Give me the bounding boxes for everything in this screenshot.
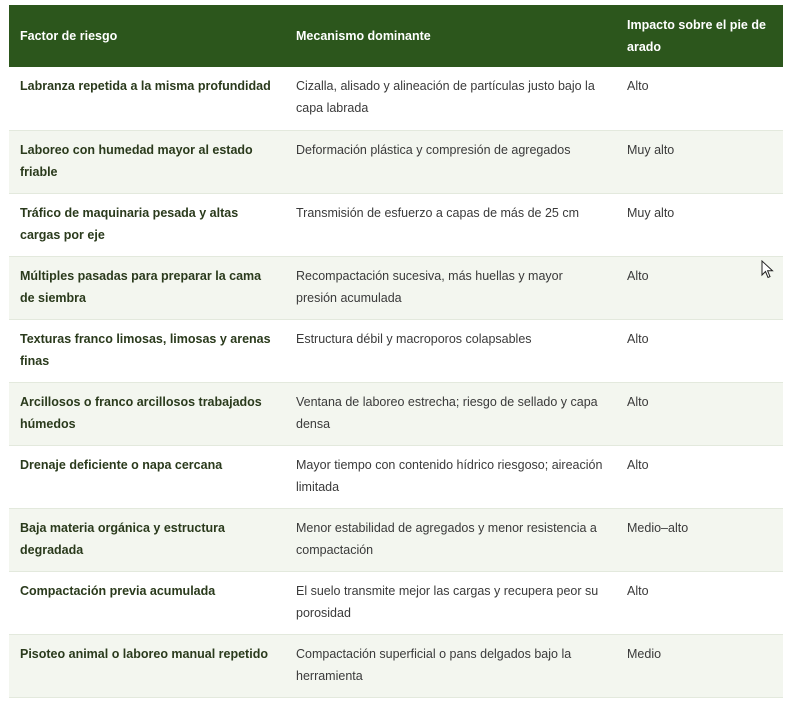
factor-cell: Laboreo con humedad mayor al estado friable (20, 142, 253, 179)
table-body (9, 67, 783, 697)
table-row (9, 67, 783, 130)
impact-cell: Alto (627, 457, 649, 472)
factor-cell: Baja materia orgánica y estructura degradada (20, 520, 225, 557)
column-header-mechanism: Mecanismo dominante (296, 29, 431, 43)
factor-cell: Labranza repetida a la misma profundidad (20, 79, 271, 93)
factor-cell: Tráfico de maquinaria pesada y altas cargas por eje (20, 205, 239, 242)
factor-cell: Arcillosos o franco arcillosos trabajados húmedos (20, 394, 262, 431)
table-row (9, 193, 783, 256)
table-header (9, 5, 783, 67)
impact-cell: Muy alto (627, 205, 675, 220)
factor-cell: Texturas franco limosas, limosas y arenas finas (20, 331, 271, 368)
impact-cell: Alto (627, 79, 649, 93)
mechanism-cell: Ventana de laboreo estrecha; riesgo de sellado y capa densa (296, 394, 598, 431)
mechanism-cell: Cizalla, alisado y alineación de partículas justo bajo la capa labrada (296, 79, 595, 115)
table-row (9, 445, 783, 508)
impact-cell: Alto (627, 268, 649, 283)
risk-factors-table (9, 5, 783, 698)
factor-cell: Compactación previa acumulada (20, 583, 216, 598)
mechanism-cell: Deformación plástica y compresión de agregados (296, 142, 571, 157)
table-row (9, 571, 783, 634)
mechanism-cell: Recompactación sucesiva, más huellas y mayor presión acumulada (296, 268, 563, 305)
mechanism-cell: Mayor tiempo con contenido hídrico riesgoso; aireación limitada (296, 457, 603, 494)
mechanism-cell: El suelo transmite mejor las cargas y recupera peor su porosidad (296, 583, 599, 620)
column-header-factor: Factor de riesgo (20, 29, 118, 43)
table-header-row (9, 5, 783, 67)
table-row (9, 634, 783, 697)
factor-cell: Múltiples pasadas para preparar la cama de siembra (20, 268, 262, 305)
impact-cell: Muy alto (627, 142, 675, 157)
impact-cell: Medio (627, 646, 662, 661)
mechanism-cell: Menor estabilidad de agregados y menor resistencia a compactación (296, 520, 597, 557)
column-header-impact: Impacto sobre el pie de arado (627, 18, 766, 54)
table-row (9, 508, 783, 571)
impact-cell: Alto (627, 583, 649, 598)
impact-cell: Medio–alto (627, 520, 689, 535)
mechanism-cell: Estructura débil y macroporos colapsables (296, 331, 532, 346)
table-row (9, 130, 783, 193)
factor-cell: Pisoteo animal o laboreo manual repetido (20, 646, 268, 661)
risk-factors-table-container (9, 5, 783, 698)
impact-cell: Alto (627, 331, 649, 346)
mechanism-cell: Transmisión de esfuerzo a capas de más de 25 cm (296, 205, 580, 220)
table-row (9, 319, 783, 382)
mouse-pointer-icon (761, 260, 775, 280)
table-row (9, 382, 783, 445)
factor-cell: Drenaje deficiente o napa cercana (20, 457, 223, 472)
mechanism-cell: Compactación superficial o pans delgados bajo la herramienta (296, 646, 572, 683)
impact-cell: Alto (627, 394, 649, 409)
table-row (9, 256, 783, 319)
